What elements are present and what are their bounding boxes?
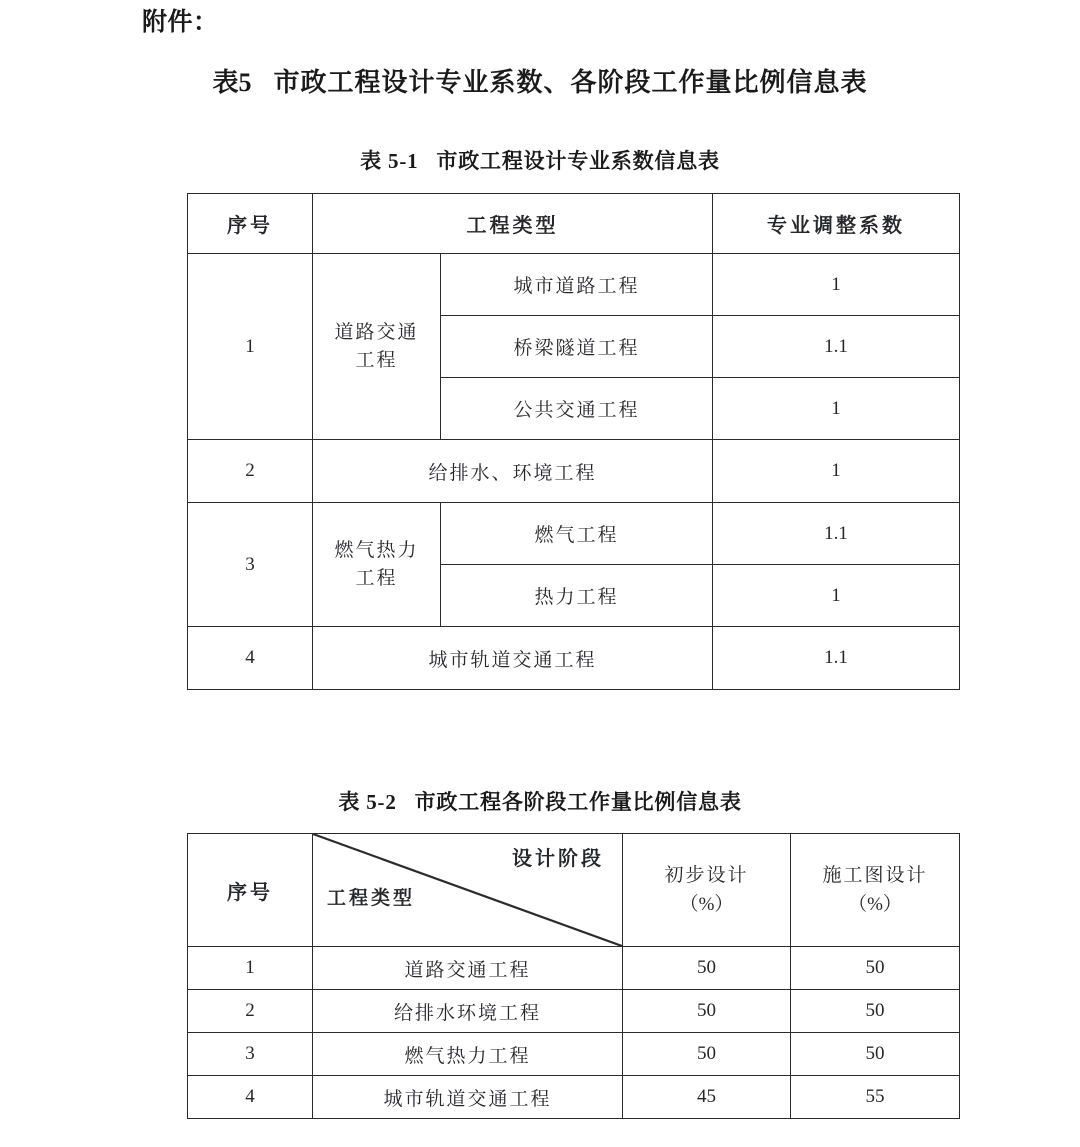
row-name: 道路交通工程 bbox=[313, 947, 623, 990]
row-coefficient: 1.1 bbox=[713, 316, 960, 378]
row-subitem-name: 公共交通工程 bbox=[441, 378, 713, 440]
table-5-2 bbox=[187, 833, 960, 1119]
page-title-text: 市政工程设计专业系数、各阶段工作量比例信息表 bbox=[273, 68, 868, 97]
row-name: 燃气热力工程 bbox=[313, 1033, 623, 1076]
row-coefficient: 1 bbox=[713, 565, 960, 627]
header-construction-drawing-design-unit: （%） bbox=[848, 894, 902, 915]
row-subitem-name: 热力工程 bbox=[441, 565, 713, 627]
row-preliminary-value: 45 bbox=[623, 1076, 791, 1119]
header-preliminary-design-label: 初步设计 bbox=[664, 864, 749, 886]
row-preliminary-value: 50 bbox=[623, 947, 791, 990]
row-group-label bbox=[313, 254, 441, 440]
row-seq: 2 bbox=[188, 990, 313, 1033]
header-preliminary-design bbox=[623, 834, 791, 947]
row-name: 给排水、环境工程 bbox=[313, 440, 713, 503]
table-5-2-header-row bbox=[188, 834, 960, 947]
table-row bbox=[188, 503, 960, 565]
row-seq: 2 bbox=[188, 440, 313, 503]
row-preliminary-value: 50 bbox=[623, 990, 791, 1033]
table-5-1 bbox=[187, 193, 960, 690]
attachment-label: 附件： bbox=[142, 9, 219, 36]
table-5-2-caption-text: 市政工程各阶段工作量比例信息表 bbox=[414, 790, 742, 814]
table-5-2-caption-prefix: 表 5-2 bbox=[338, 790, 397, 814]
header-construction-drawing-design-label: 施工图设计 bbox=[822, 864, 928, 886]
row-subitem-name: 城市道路工程 bbox=[441, 254, 713, 316]
row-seq: 4 bbox=[188, 627, 313, 690]
header-coefficient: 专业调整系数 bbox=[713, 194, 960, 254]
table-row bbox=[188, 947, 960, 990]
table-5-1-caption bbox=[0, 145, 1080, 175]
row-coefficient: 1.1 bbox=[713, 503, 960, 565]
page-title bbox=[0, 62, 1080, 99]
header-seq: 序号 bbox=[188, 194, 313, 254]
row-name: 城市轨道交通工程 bbox=[313, 627, 713, 690]
table-row bbox=[188, 1076, 960, 1119]
row-group-label-line1: 燃气热力 bbox=[334, 539, 419, 561]
row-name: 城市轨道交通工程 bbox=[313, 1076, 623, 1119]
table-row bbox=[188, 440, 960, 503]
row-group-label bbox=[313, 503, 441, 627]
row-coefficient: 1 bbox=[713, 440, 960, 503]
row-preliminary-value: 50 bbox=[623, 1033, 791, 1076]
row-seq: 1 bbox=[188, 254, 313, 440]
table-5-1-caption-prefix: 表 5-1 bbox=[360, 149, 419, 173]
header-construction-drawing-design bbox=[791, 834, 960, 947]
header-project-type: 工程类型 bbox=[327, 888, 416, 909]
row-group-label-line2: 工程 bbox=[355, 567, 398, 589]
table-row bbox=[188, 1033, 960, 1076]
row-construction-value: 50 bbox=[791, 1033, 960, 1076]
header-design-stage: 设计阶段 bbox=[512, 848, 604, 870]
row-subitem-name: 桥梁隧道工程 bbox=[441, 316, 713, 378]
row-name: 给排水环境工程 bbox=[313, 990, 623, 1033]
table-5-1-header-row bbox=[188, 194, 960, 254]
header-preliminary-design-unit: （%） bbox=[679, 894, 734, 915]
table-5-2-caption bbox=[0, 786, 1080, 816]
row-seq: 4 bbox=[188, 1076, 313, 1119]
row-construction-value: 55 bbox=[791, 1076, 960, 1119]
row-subitem-name: 燃气工程 bbox=[441, 503, 713, 565]
row-group-label-line2: 工程 bbox=[355, 349, 398, 371]
row-seq: 1 bbox=[188, 947, 313, 990]
row-group-label-line1: 道路交通 bbox=[334, 321, 419, 343]
row-coefficient: 1 bbox=[713, 254, 960, 316]
row-construction-value: 50 bbox=[791, 947, 960, 990]
table-row bbox=[188, 627, 960, 690]
table-row bbox=[188, 254, 960, 316]
table-5-1-caption-text: 市政工程设计专业系数信息表 bbox=[436, 149, 720, 173]
page-title-prefix: 表5 bbox=[212, 68, 252, 97]
row-construction-value: 50 bbox=[791, 990, 960, 1033]
header-project-type: 工程类型 bbox=[313, 194, 713, 254]
row-seq: 3 bbox=[188, 1033, 313, 1076]
header-diagonal-split-cell bbox=[313, 834, 623, 947]
row-coefficient: 1.1 bbox=[713, 627, 960, 690]
row-seq: 3 bbox=[188, 503, 313, 627]
table-row bbox=[188, 990, 960, 1033]
header-seq: 序号 bbox=[188, 834, 313, 947]
row-coefficient: 1 bbox=[713, 378, 960, 440]
